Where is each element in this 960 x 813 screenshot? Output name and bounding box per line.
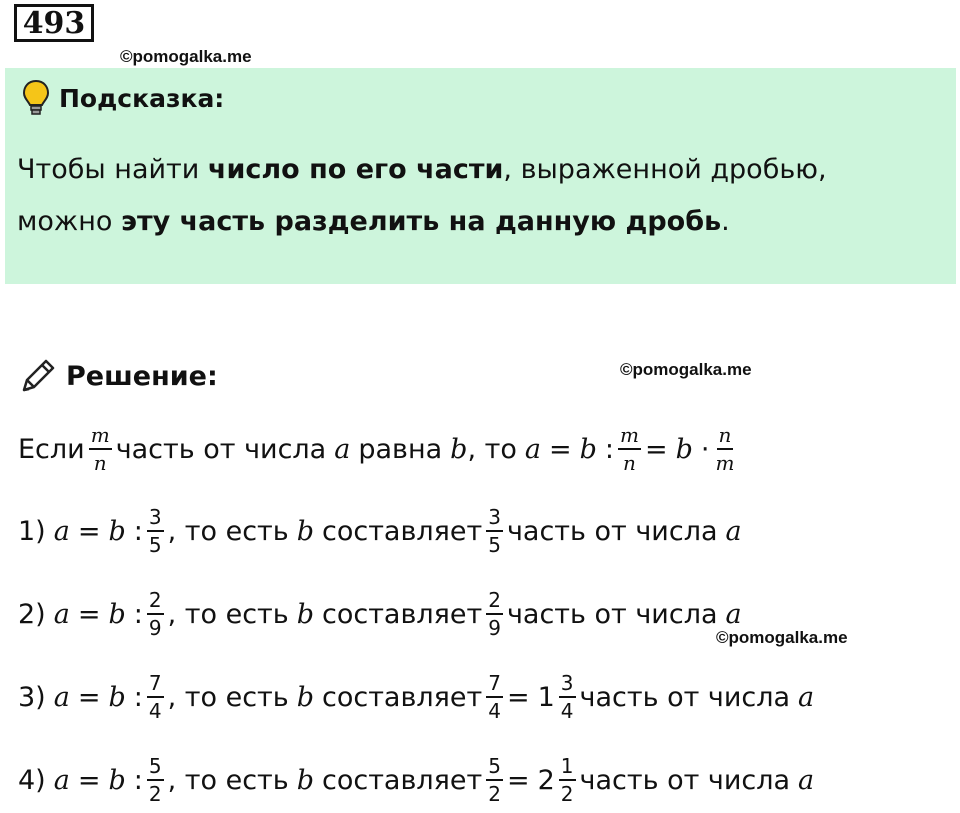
fraction	[486, 755, 503, 805]
hint-box	[5, 68, 956, 284]
fraction-m-n	[618, 424, 641, 474]
phrase-thatis: , то есть	[167, 764, 289, 796]
var-b: b	[296, 515, 314, 547]
frac-den: 4	[560, 699, 574, 723]
rule-line	[18, 424, 740, 474]
rule-text-equals: равна	[358, 433, 443, 465]
var-b: b	[450, 433, 468, 465]
solution-item	[18, 589, 742, 639]
hint-title	[23, 80, 224, 116]
phrase-thatis: , то есть	[167, 598, 289, 630]
eq-sign: =	[77, 764, 101, 796]
fraction	[147, 672, 164, 722]
problem-number: 493	[14, 4, 94, 42]
fraction	[486, 506, 503, 556]
hint-line-2	[17, 196, 827, 248]
var-a: a	[524, 433, 541, 465]
var-b: b	[108, 515, 126, 547]
frac-num: n	[717, 424, 734, 450]
fraction	[147, 589, 164, 639]
eq-sign: =	[77, 681, 101, 713]
eq-sign: =	[77, 515, 101, 547]
frac-num: m	[89, 424, 112, 450]
fraction-m-n	[89, 424, 112, 474]
frac-den: 4	[488, 699, 501, 723]
phrase-thatis: , то есть	[167, 681, 289, 713]
eq-sign: =	[506, 764, 530, 796]
solution-item	[18, 506, 742, 556]
item-label: 2)	[18, 598, 46, 630]
item-label: 1)	[18, 515, 46, 547]
frac-num: 7	[486, 672, 503, 698]
phrase-makes: составляет	[321, 681, 483, 713]
frac-num: 2	[486, 589, 503, 615]
fraction	[559, 672, 576, 722]
var-a: a	[725, 598, 742, 630]
phrase-part: часть от числа	[506, 515, 718, 547]
phrase-part: часть от числа	[579, 764, 791, 796]
fraction	[147, 755, 164, 805]
hint-line1-bold: число по его части	[207, 154, 504, 185]
rule-text-then: , то	[467, 433, 517, 465]
phrase-makes: составляет	[321, 515, 483, 547]
div-sign: :	[133, 681, 143, 713]
watermark-top: ©pomogalka.me	[120, 47, 252, 66]
hint-line2-bold: эту часть разделить на данную дробь	[120, 206, 722, 237]
phrase-part: часть от числа	[579, 681, 791, 713]
frac-den: 2	[488, 782, 501, 806]
var-a: a	[334, 433, 351, 465]
hint-line2-c: .	[721, 206, 730, 237]
eq-sign: =	[77, 598, 101, 630]
frac-den: 2	[148, 782, 162, 806]
var-b: b	[675, 433, 693, 465]
frac-den: 4	[148, 699, 162, 723]
rule-text-part: часть от числа	[115, 433, 327, 465]
var-b: b	[108, 681, 126, 713]
hint-line2-a: можно	[17, 206, 121, 237]
mixed-whole: 1	[537, 681, 555, 713]
pencil-icon	[18, 356, 58, 396]
var-a: a	[725, 515, 742, 547]
var-a: a	[798, 681, 815, 713]
frac-num: 3	[559, 672, 576, 698]
phrase-part: часть от числа	[506, 598, 718, 630]
hint-text	[17, 144, 827, 248]
rule-text-if: Если	[18, 433, 85, 465]
phrase-makes: составляет	[321, 598, 483, 630]
fraction	[486, 589, 503, 639]
item-label: 3)	[18, 681, 46, 713]
frac-num: 2	[147, 589, 164, 615]
hint-title-text: Подсказка:	[59, 83, 225, 113]
frac-den: n	[93, 451, 107, 475]
var-a: a	[53, 598, 70, 630]
var-a: a	[798, 764, 815, 796]
var-b: b	[108, 764, 126, 796]
frac-num: 7	[147, 672, 164, 698]
item-label: 4)	[18, 764, 46, 796]
frac-den: 9	[148, 616, 162, 640]
frac-den: 5	[488, 533, 501, 557]
fraction	[486, 672, 503, 722]
eq-sign: =	[548, 433, 572, 465]
solution-title-text: Решение:	[66, 360, 218, 392]
solution-item	[18, 755, 814, 805]
frac-num: m	[618, 424, 641, 450]
frac-den: 5	[148, 533, 162, 557]
frac-den: m	[715, 451, 735, 475]
dot-sign: ·	[700, 433, 710, 465]
frac-num: 5	[147, 755, 164, 781]
frac-num: 1	[559, 755, 576, 781]
phrase-makes: составляет	[321, 764, 483, 796]
frac-num: 3	[147, 506, 164, 532]
div-sign: :	[133, 764, 143, 796]
lightbulb-icon	[23, 80, 49, 116]
div-sign: :	[133, 515, 143, 547]
frac-den: n	[623, 451, 636, 475]
var-a: a	[53, 764, 70, 796]
solution-title	[18, 356, 218, 396]
solution-item	[18, 672, 814, 722]
fraction-n-m	[713, 424, 736, 474]
eq-sign: =	[506, 681, 530, 713]
watermark-bottom: ©pomogalka.me	[716, 628, 848, 647]
var-a: a	[53, 681, 70, 713]
frac-num: 5	[486, 755, 503, 781]
var-b: b	[296, 598, 314, 630]
var-a: a	[53, 515, 70, 547]
phrase-thatis: , то есть	[167, 515, 289, 547]
var-b: b	[108, 598, 126, 630]
eq-sign: =	[644, 433, 668, 465]
var-b: b	[296, 681, 314, 713]
hint-line1-a: Чтобы найти	[17, 154, 208, 185]
var-b: b	[579, 433, 597, 465]
hint-line1-c: , выраженной дробью,	[503, 154, 827, 185]
fraction	[147, 506, 164, 556]
frac-den: 9	[488, 616, 501, 640]
frac-num: 3	[486, 506, 503, 532]
watermark-middle: ©pomogalka.me	[620, 360, 752, 379]
div-sign: :	[133, 598, 143, 630]
mixed-whole: 2	[537, 764, 555, 796]
frac-den: 2	[560, 782, 574, 806]
hint-line-1	[17, 144, 827, 196]
fraction	[559, 755, 576, 805]
var-b: b	[296, 764, 314, 796]
div-sign: :	[604, 433, 614, 465]
